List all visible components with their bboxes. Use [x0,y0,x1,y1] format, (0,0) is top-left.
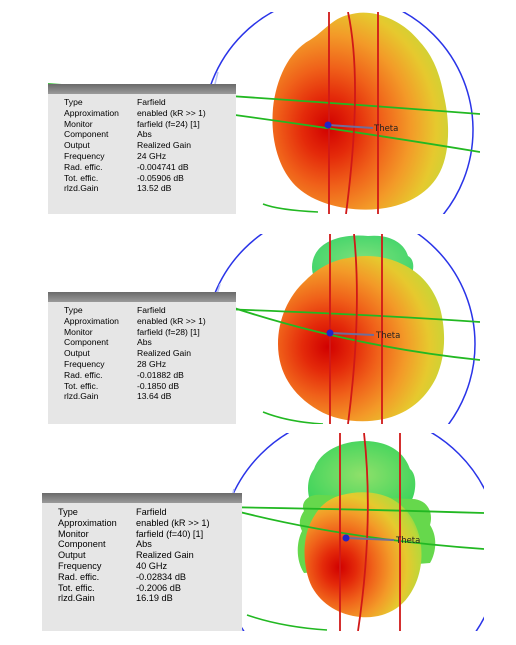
origin-marker [327,330,334,337]
green-arc [263,412,323,424]
info-row: rlzd.Gain 16.19 dB [58,593,173,604]
info-row: rlzd.Gain 13.64 dB [64,391,172,402]
info-row: Tot. effic. -0.05906 dB [64,172,184,183]
info-row: Frequency 40 GHz [58,560,168,571]
info-row: Monitor farfield (f=24) [1] [64,118,200,129]
farfield-panel-40ghz [42,433,484,631]
origin-marker [325,122,332,129]
info-box-titlebar [48,292,236,302]
info-box-titlebar [42,493,242,503]
info-row: Rad. effic. -0.01882 dB [64,369,184,380]
info-row: Type Farfield [58,507,167,517]
info-row: Output Realized Gain [64,348,191,359]
info-row: Approximation enabled (kR >> 1) [58,517,210,528]
info-row: Monitor farfield (f=40) [1] [58,528,204,539]
info-row: Frequency 28 GHz [64,358,167,369]
info-box [42,493,242,631]
info-row: Component Abs [64,337,152,348]
green-arc [263,204,318,212]
origin-marker [343,535,350,542]
info-row: Tot. effic. -0.2006 dB [58,582,181,593]
info-row: Approximation enabled (kR >> 1) [64,315,206,326]
info-row: Output Realized Gain [58,550,194,561]
info-row: Rad. effic. -0.02834 dB [58,571,187,582]
info-row: Component Abs [64,129,152,140]
info-row: Type Farfield [64,305,166,315]
info-table [64,97,206,194]
info-row: rlzd.Gain 13.52 dB [64,183,172,194]
info-row: Approximation enabled (kR >> 1) [64,107,206,118]
theta-label: Theta [376,331,401,341]
info-row: Frequency 24 GHz [64,150,167,161]
theta-label: Theta [374,124,399,134]
green-arc [247,615,327,630]
farfield-panel-24ghz [48,12,480,214]
info-row: Output Realized Gain [64,140,191,151]
info-table [58,507,210,604]
farfield-panel-28ghz [48,234,480,424]
info-row: Component Abs [58,539,152,550]
theta-label: Theta [396,536,421,546]
info-box [48,292,236,424]
info-row: Rad. effic. -0.004741 dB [64,161,189,172]
info-row: Monitor farfield (f=28) [1] [64,326,200,337]
info-table [64,305,206,402]
info-box-titlebar [48,84,236,94]
radiation-pattern [272,13,448,210]
info-row: Tot. effic. -0.1850 dB [64,380,180,391]
info-row: Type Farfield [64,97,166,107]
info-box [48,84,236,214]
radiation-pattern [278,256,444,421]
